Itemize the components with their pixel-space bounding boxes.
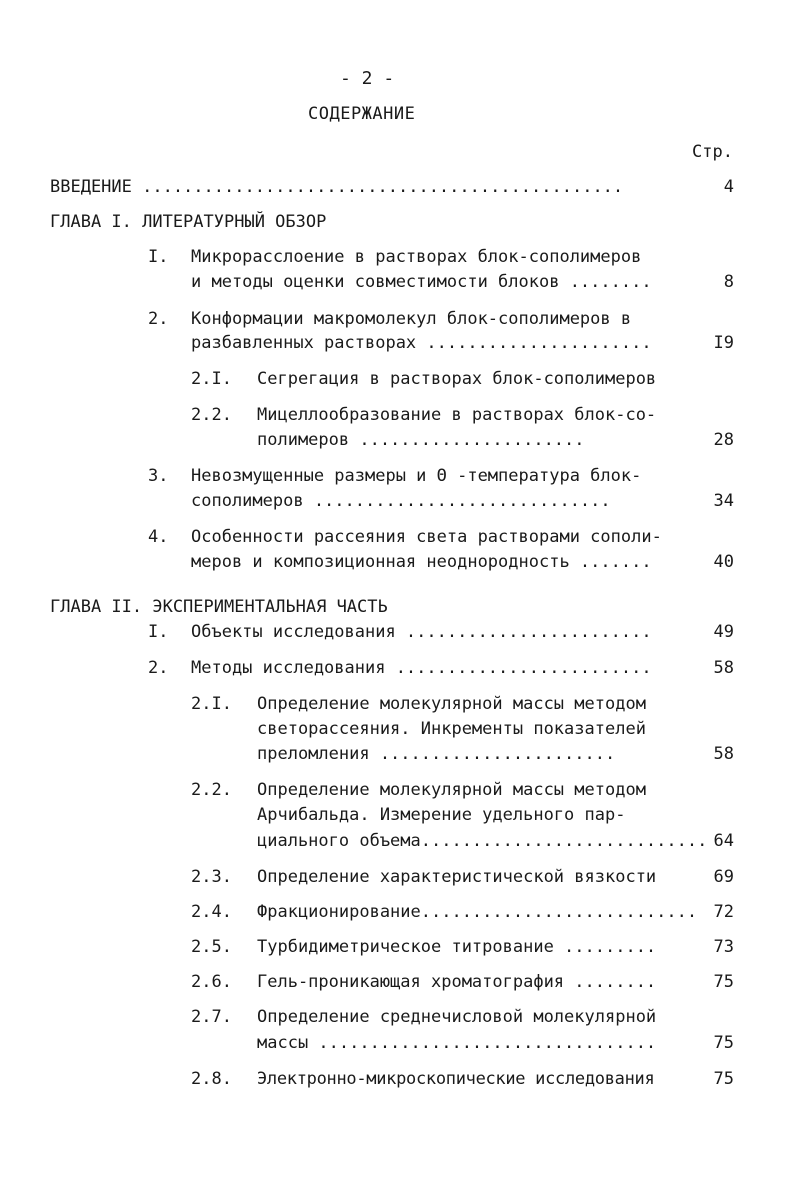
toc-entry-page: 49 [713,622,734,642]
toc-entry-text: полимеров ...................... [257,430,585,450]
toc-entry-page: 64 [713,831,734,851]
toc-entry-text: Сегрегация в растворах блок-сополимеров [257,369,657,389]
toc-entry-number: 4. [148,527,169,547]
toc-entry-text: Турбидиметрическое титрование ......... [257,937,657,957]
toc-entry-text: Конформации макромолекул блок-сополимеров в [191,309,632,329]
toc-entry-text: меров и композиционная неоднородность ....... [191,552,652,572]
toc-entry-text: Арчибальда. Измерение удельного пар- [257,805,626,825]
toc-entry-page: 8 [723,272,734,292]
toc-entry-text: сополимеров ............................. [191,491,611,511]
toc-entry-number: 2.7. [191,1007,232,1027]
toc-entry-page: 40 [713,552,734,572]
toc-entry-text: Определение молекулярной массы методом [257,694,646,714]
toc-entry-number: 2.2. [191,405,232,425]
toc-entry-text: циального объема............................ [257,831,708,851]
toc-entry-page: 75 [713,972,734,992]
toc-entry-page: 72 [713,902,734,922]
toc-entry-text: преломления ....................... [257,744,616,764]
toc-entry-text: Электронно-микроскопические исследования [257,1069,655,1089]
page-title: СОДЕРЖАНИЕ [308,104,416,124]
toc-entry-number: 2.4. [191,902,232,922]
toc-entry-text: Невозмущенные размеры и Θ -температура блок- [191,466,642,486]
toc-entry-page: 69 [713,867,734,887]
toc-entry-text: Методы исследования ......................... [191,658,652,678]
toc-entry-number: I. [148,247,169,267]
toc-entry-text: Мицеллообразование в растворах блок-со- [257,405,657,425]
toc-entry-text: Определение молекулярной массы методом [257,780,646,800]
toc-entry-number: 2.2. [191,780,232,800]
toc-entry-number: 2.I. [191,369,232,389]
toc-entry-number: 2. [148,309,169,329]
toc-entry-page: 75 [713,1069,734,1089]
toc-entry-text: и методы оценки совместимости блоков ........ [191,272,652,292]
toc-entry-number: 2.6. [191,972,232,992]
toc-entry-page: 4 [723,177,734,197]
page-number: - 2 - [340,68,395,89]
toc-entry-page: 75 [713,1033,734,1053]
toc-entry-page: 58 [713,658,734,678]
toc-chapter-title: ГЛАВА II. ЭКСПЕРИМЕНТАЛЬНАЯ ЧАСТЬ [50,597,388,617]
toc-entry-text: Определение среднечисловой молекулярной [257,1007,657,1027]
toc-entry-number: 2.5. [191,937,232,957]
toc-entry-number: I. [148,622,169,642]
toc-entry-page: 28 [713,430,734,450]
page-column-header: Стр. [692,142,733,162]
toc-entry-text: Особенности рассеяния света растворами сополи- [191,527,662,547]
toc-entry-page: I9 [713,333,734,353]
toc-entry-page: 73 [713,937,734,957]
toc-entry-text: Определение характеристической вязкости [257,867,657,887]
toc-chapter-title: ГЛАВА I. ЛИТЕРАТУРНЫЙ ОБЗОР [50,212,327,232]
toc-entry-number: 2.3. [191,867,232,887]
toc-entry-number: 2.I. [191,694,232,714]
toc-entry-number: 3. [148,466,169,486]
toc-entry-text: светорассеяния. Инкременты показателей [257,719,646,739]
toc-entry-number: 2.8. [191,1069,232,1089]
toc-entry-text: Объекты исследования ........................ [191,622,652,642]
toc-entry-text: Фракционирование........................... [257,902,698,922]
toc-entry-text: Микрорасслоение в растворах блок-сополимеров [191,247,642,267]
toc-entry-text: Гель-проникающая хроматография ........ [257,972,657,992]
toc-entry-page: 34 [713,491,734,511]
toc-entry-number: 2. [148,658,169,678]
toc-entry-text: массы ................................. [257,1033,657,1053]
toc-entry-text: ВВЕДЕНИЕ ............................................... [50,177,624,197]
toc-entry-page: 58 [713,744,734,764]
toc-entry-text: разбавленных растворах ...................... [191,333,652,353]
